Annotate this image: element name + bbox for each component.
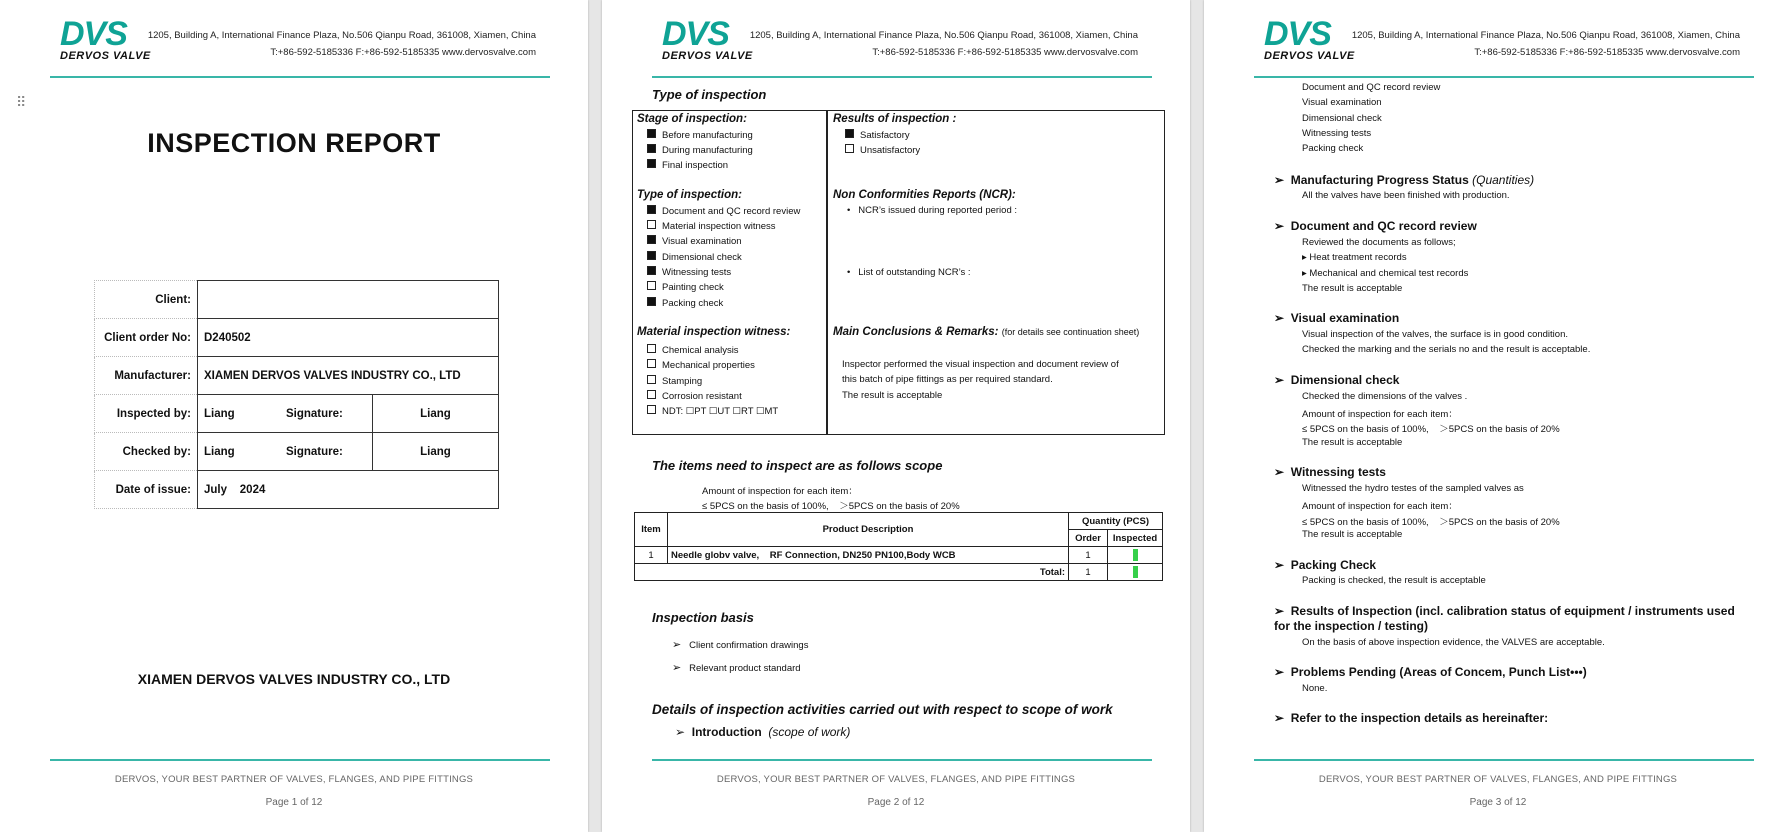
unchecked-box-icon <box>647 405 656 414</box>
arrow-bullet-icon: ➢ <box>672 662 682 674</box>
header-address: 1205, Building A, International Finance Plaza, No.506 Qianpu Road, 361008, Xiamen, China T:+86-592-5185336 F:+86-592-5185335 www.dervosvalve.com <box>147 30 536 58</box>
page-number: Page 3 of 12 <box>1469 797 1527 808</box>
arrow-bullet-icon: ➢ <box>672 639 682 651</box>
checkbox-item: Packing check <box>647 297 723 309</box>
arrow-bullet-icon: ➢ <box>1274 219 1285 233</box>
basis-heading: Inspection basis <box>652 610 754 625</box>
checkbox-item: Final inspection <box>647 159 728 171</box>
manufacturer-label: Manufacturer: <box>95 357 198 395</box>
arrow-bullet-icon: ➢ <box>1274 665 1285 679</box>
section-heading: ➢ Dimensional check <box>1274 373 1400 387</box>
scope-list-item: Witnessing tests <box>1302 128 1372 139</box>
checked-box-icon <box>647 205 656 214</box>
footer-slogan: DERVOS, YOUR BEST PARTNER OF VALVES, FLANGES, AND PIPE FITTINGS <box>1318 774 1678 785</box>
footer-rule <box>50 759 550 761</box>
ncr-outstanding: • List of outstanding NCR’s : <box>847 267 971 278</box>
company-logo: DVS DERVOS VALVE <box>1264 15 1355 62</box>
footer-rule <box>652 759 1152 761</box>
checkbox-item: Mechanical properties <box>647 359 755 371</box>
col-qty: Quantity (PCS) <box>1069 513 1163 530</box>
drag-handle-icon[interactable]: ⠿ <box>16 94 27 110</box>
arrow-bullet-icon: ➢ <box>1274 711 1285 725</box>
checkbox-item: Chemical analysis <box>647 344 739 356</box>
material-title: Material inspection witness: <box>637 326 791 338</box>
company-name: XIAMEN DERVOS VALVES INDUSTRY CO., LTD <box>137 671 451 687</box>
company-logo: DVS DERVOS VALVE <box>662 15 753 62</box>
ncr-title: Non Conformities Reports (NCR): <box>833 189 1016 201</box>
arrow-bullet-icon: ➢ <box>1274 465 1285 479</box>
section-heading: ➢ Visual examination <box>1274 311 1400 325</box>
checkbox-item: Stamping <box>647 375 702 387</box>
inspected-label: Inspected by: <box>95 395 198 433</box>
scope-basis: ≤ 5PCS on the basis of 100%, ＞5PCS on the basis of 20% <box>702 501 960 512</box>
checked-box-icon <box>845 129 854 138</box>
unchecked-box-icon <box>647 344 656 353</box>
checked-box-icon <box>647 266 656 275</box>
quantity-table <box>634 512 1163 581</box>
scope-list-item: Document and QC record review <box>1302 82 1441 93</box>
type-title: Type of inspection: <box>637 189 742 201</box>
table-row: 1 Needle globv valve, RF Connection, DN250 PN100,Body WCB 1 <box>635 547 1163 564</box>
section-heading: ➢ Results of Inspection (incl. calibration status of equipment / instruments used <box>1274 604 1735 618</box>
conclusions-title: Main Conclusions & Remarks: (for details see continuation sheet) <box>833 326 1140 338</box>
date-value: July 2024 <box>198 471 499 509</box>
scope-list-item: Dimensional check <box>1302 113 1382 124</box>
details-heading: Details of inspection activities carried out with respect to scope of work <box>652 702 1113 717</box>
checkbox-item: Witnessing tests <box>647 266 731 278</box>
page-number: Page 1 of 12 <box>265 797 323 808</box>
order-label: Client order No: <box>95 319 198 357</box>
page-number: Page 2 of 12 <box>867 797 925 808</box>
type-heading: Type of inspection <box>652 87 767 102</box>
report-title: INSPECTION REPORT <box>147 128 441 158</box>
checked-signature: Liang <box>373 433 499 471</box>
header-address: 1205, Building A, International Finance Plaza, No.506 Qianpu Road, 361008, Xiamen, China T:+86-592-5185336 F:+86-592-5185335 www.dervosvalve.com <box>749 30 1138 58</box>
checked-box-icon <box>647 235 656 244</box>
arrow-bullet-icon: ➢ <box>1274 373 1285 387</box>
ncr-issued: • NCR’s issued during reported period : <box>847 205 1018 216</box>
section-heading: ➢ Witnessing tests <box>1274 465 1386 479</box>
table-total-row: Total: 1 <box>635 564 1163 581</box>
inspected-signature-label: Signature: <box>280 395 373 433</box>
arrow-bullet-icon: ➢ <box>675 725 686 739</box>
unchecked-box-icon <box>845 144 854 153</box>
scope-amount: Amount of inspection for each item： <box>702 486 858 497</box>
section-heading: ➢ Refer to the inspection details as hereinafter: <box>1274 711 1549 725</box>
section-heading: ➢ Manufacturing Progress Status (Quantities) <box>1274 173 1535 187</box>
date-label: Date of issue: <box>95 471 198 509</box>
section-heading: ➢ Document and QC record review <box>1274 219 1477 233</box>
col-desc: Product Description <box>668 513 1069 547</box>
conclusions-line: The result is acceptable <box>842 390 943 401</box>
arrow-bullet-icon: ➢ <box>1274 558 1285 572</box>
header-rule <box>50 76 550 78</box>
section-heading: ➢ Problems Pending (Areas of Concem, Punch List•••) <box>1274 665 1587 679</box>
client-label: Client: <box>95 281 198 319</box>
basis-item: ➢ Client confirmation drawings <box>672 639 809 651</box>
basis-item: ➢ Relevant product standard <box>672 662 801 674</box>
company-logo: DVS DERVOS VALVE <box>60 15 151 62</box>
checked-label: Checked by: <box>95 433 198 471</box>
manufacturer-value: XIAMEN DERVOS VALVES INDUSTRY CO., LTD <box>198 357 499 395</box>
checkbox-item: Dimensional check <box>647 251 742 263</box>
checked-box-icon <box>647 144 656 153</box>
scope-list-item: Packing check <box>1302 143 1364 154</box>
col-item: Item <box>635 513 668 547</box>
unchecked-box-icon <box>647 281 656 290</box>
section-heading-cont: for the inspection / testing) <box>1274 619 1429 633</box>
checkbox-item: Unsatisfactory <box>845 144 920 156</box>
stage-title: Stage of inspection: <box>637 113 747 125</box>
checkbox-item: Before manufacturing <box>647 129 753 141</box>
results-title: Results of inspection : <box>833 113 957 125</box>
inspection-summary-box <box>632 110 1165 435</box>
checked-box-icon <box>647 159 656 168</box>
checkbox-item: During manufacturing <box>647 144 753 156</box>
section-heading: ➢ Packing Check <box>1274 558 1377 572</box>
checkbox-item: Visual examination <box>647 235 742 247</box>
checkbox-item: Painting check <box>647 281 724 293</box>
footer-slogan: DERVOS, YOUR BEST PARTNER OF VALVES, FLANGES, AND PIPE FITTINGS <box>716 774 1076 785</box>
checkbox-item: Document and QC record review <box>647 205 800 217</box>
checked-box-icon <box>647 129 656 138</box>
header-rule <box>1254 76 1754 78</box>
header-rule <box>652 76 1152 78</box>
unchecked-box-icon <box>647 359 656 368</box>
inspected-signature: Liang <box>373 395 499 433</box>
conclusions-line: this batch of pipe fittings as per required standard. <box>842 374 1053 385</box>
conclusions-line: Inspector performed the visual inspection and document review of <box>842 359 1119 370</box>
arrow-bullet-icon: ➢ <box>1274 604 1285 618</box>
checkbox-item: NDT: ☐PT ☐UT ☐RT ☐MT <box>647 405 778 417</box>
arrow-bullet-icon: ➢ <box>1274 311 1285 325</box>
checkbox-item: Corrosion resistant <box>647 390 742 402</box>
unchecked-box-icon <box>647 375 656 384</box>
col-inspected: Inspected <box>1108 530 1163 547</box>
header-address: 1205, Building A, International Finance Plaza, No.506 Qianpu Road, 361008, Xiamen, China T:+86-592-5185336 F:+86-592-5185335 www.dervosvalve.com <box>1351 30 1740 58</box>
page-1 <box>0 0 588 832</box>
footer-rule <box>1254 759 1754 761</box>
footer-slogan: DERVOS, YOUR BEST PARTNER OF VALVES, FLANGES, AND PIPE FITTINGS <box>114 774 474 785</box>
triangle-bullet-icon: ▸ <box>1302 252 1307 263</box>
introduction-item: ➢ Introduction (scope of work) <box>675 725 851 739</box>
page-3: DVS DERVOS VALVE 1205, Building A, International Finance Plaza, No.506 Qianpu Road, 361008, Xiamen, China T:+86-592-5185336 F:+86-592-5185335 www.dervosvalve.com Document and QC record review Visual examination Dimensional check Witnessing tests Packing check ➢ Manufacturing Progress Status (Quantities) All the valves have been finished with production. ➢ Document and QC record review Reviewed the documents as follows; ▸ Heat treatment records ▸ Mechanical and chemical test records The result is acceptable ➢ Visual examination Visual inspection of the valves, the surface is in good condition. Checked the marking and the serials no and the result is acceptable. ➢ Dimensional check Checked the dimensions of the valves . Amount of inspection for each item： ≤ 5PCS on the basis of 100%, ＞5PCS on the basis of 20% The result is acceptable ➢ Witnessing tests Witnessed the hydro testes of the sampled valves as Amount of inspection for each item： ≤ 5PCS on the basis of 100%, ＞5PCS on the basis of 20% The result is acceptable ➢ Packing Check Packing is checked, the result is acceptable ➢ Results of Inspection (incl. calibration status of equipment / instruments used for the inspection / testing) On the basis of above inspection evidence, the VALVES are acceptable. ➢ Problems Pending (Areas of Concem, Punch List•••) None. ➢ Refer to the inspection details as hereinafter: DERVOS, YOUR BEST PARTNER OF VALVES, FLANGES, AND PIPE FITTINGS Page 3 of 12 <box>1204 0 1790 832</box>
col-order: Order <box>1069 530 1108 547</box>
page-2 <box>602 0 1190 832</box>
scope-heading: The items need to inspect are as follows scope <box>652 458 943 473</box>
checkbox-item: Material inspection witness <box>647 220 776 232</box>
unchecked-box-icon <box>647 390 656 399</box>
scope-list-item: Visual examination <box>1302 97 1382 108</box>
checked-value: Liang <box>198 433 281 471</box>
unchecked-box-icon <box>647 220 656 229</box>
inspected-value: Liang <box>198 395 281 433</box>
arrow-bullet-icon: ➢ <box>1274 173 1285 187</box>
checked-box-icon <box>647 251 656 260</box>
checked-box-icon <box>647 297 656 306</box>
client-value <box>198 281 499 319</box>
triangle-bullet-icon: ▸ <box>1302 268 1307 279</box>
checked-signature-label: Signature: <box>280 433 373 471</box>
checkbox-item: Satisfactory <box>845 129 910 141</box>
report-info-table <box>94 280 499 509</box>
order-value: D240502 <box>198 319 499 357</box>
